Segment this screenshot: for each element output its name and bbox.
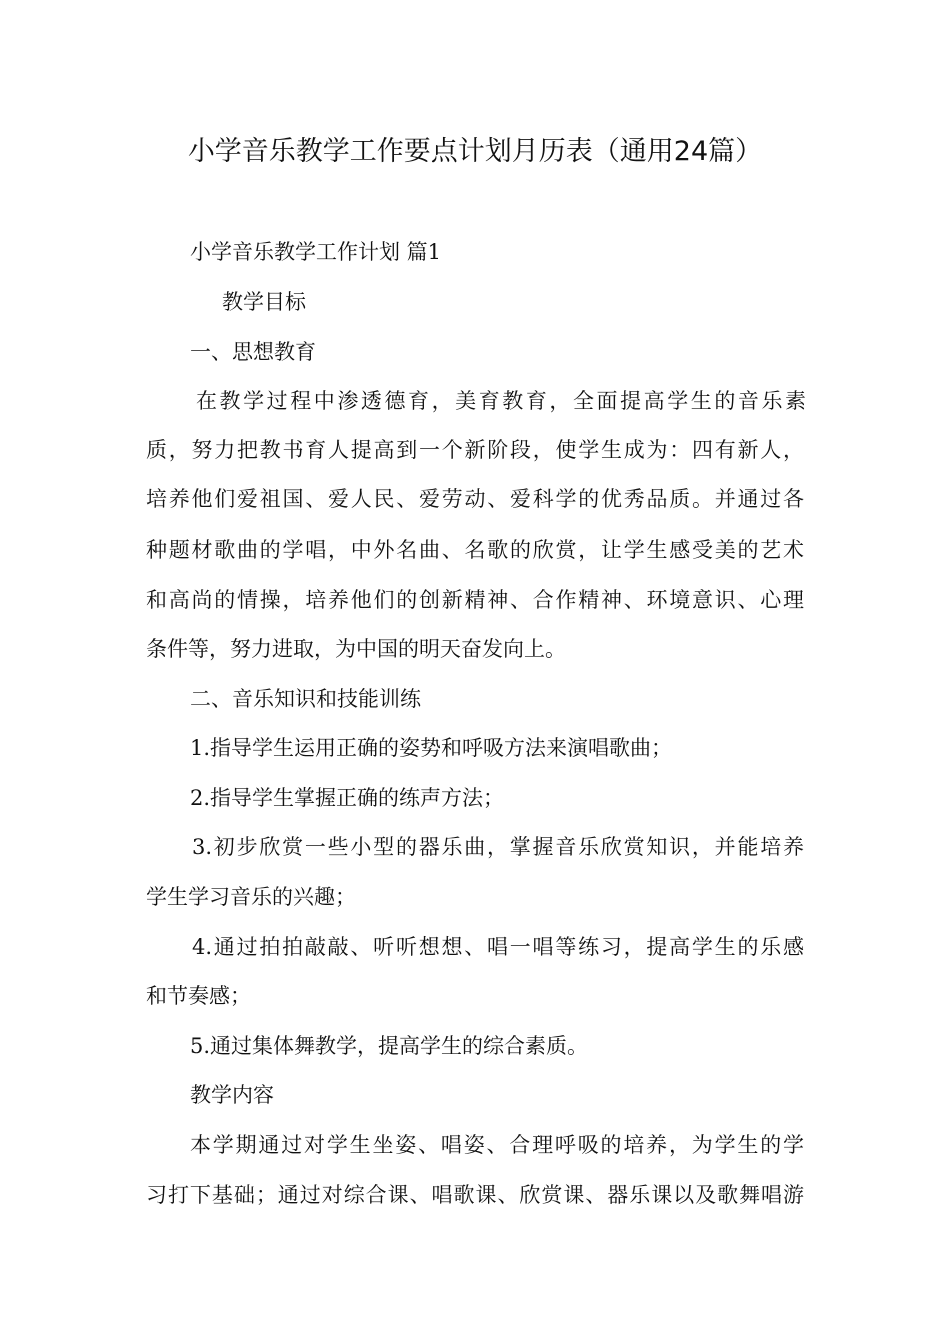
paragraph-line: 本学期通过对学生坐姿、唱姿、合理呼吸的培养，为学生的学 [190, 1133, 804, 1157]
list-item: 4.通过拍拍敲敲、听听想想、唱一唱等练习，提高学生的乐感 [192, 935, 804, 959]
heading-ideological-education: 一、思想教育 [190, 340, 316, 364]
list-item: 1.指导学生运用正确的姿势和呼吸方法来演唱歌曲； [190, 736, 673, 760]
list-item-continuation: 和节奏感； [146, 984, 251, 1008]
list-item: 5.通过集体舞教学，提高学生的综合素质。 [190, 1034, 589, 1058]
list-item: 2.指导学生掌握正确的练声方法； [190, 786, 505, 810]
section-heading-content: 教学内容 [190, 1083, 274, 1107]
paragraph-line: 质，努力把教书育人提高到一个新阶段，使学生成为：四有新人， [146, 438, 804, 462]
paragraph-line: 条件等，努力进取，为中国的明天奋发向上。 [146, 637, 566, 661]
document-title: 小学音乐教学工作要点计划月历表（通用24篇） [187, 136, 763, 167]
article-subtitle: 小学音乐教学工作计划 篇1 [190, 240, 442, 264]
paragraph-line: 和高尚的情操，培养他们的创新精神、合作精神、环境意识、心理 [146, 588, 804, 612]
paragraph-line: 在教学过程中渗透德育，美育教育，全面提高学生的音乐素 [196, 389, 806, 413]
section-heading-goals: 教学目标 [222, 290, 306, 314]
heading-music-skills: 二、音乐知识和技能训练 [190, 687, 421, 711]
paragraph-line: 培养他们爱祖国、爱人民、爱劳动、爱科学的优秀品质。并通过各 [146, 487, 804, 511]
paragraph-line: 种题材歌曲的学唱，中外名曲、名歌的欣赏，让学生感受美的艺术 [146, 538, 804, 562]
list-item-continuation: 学生学习音乐的兴趣； [146, 885, 356, 909]
paragraph-line: 习打下基础；通过对综合课、唱歌课、欣赏课、器乐课以及歌舞唱游 [146, 1183, 804, 1207]
list-item: 3.初步欣赏一些小型的器乐曲，掌握音乐欣赏知识，并能培养 [192, 835, 804, 859]
